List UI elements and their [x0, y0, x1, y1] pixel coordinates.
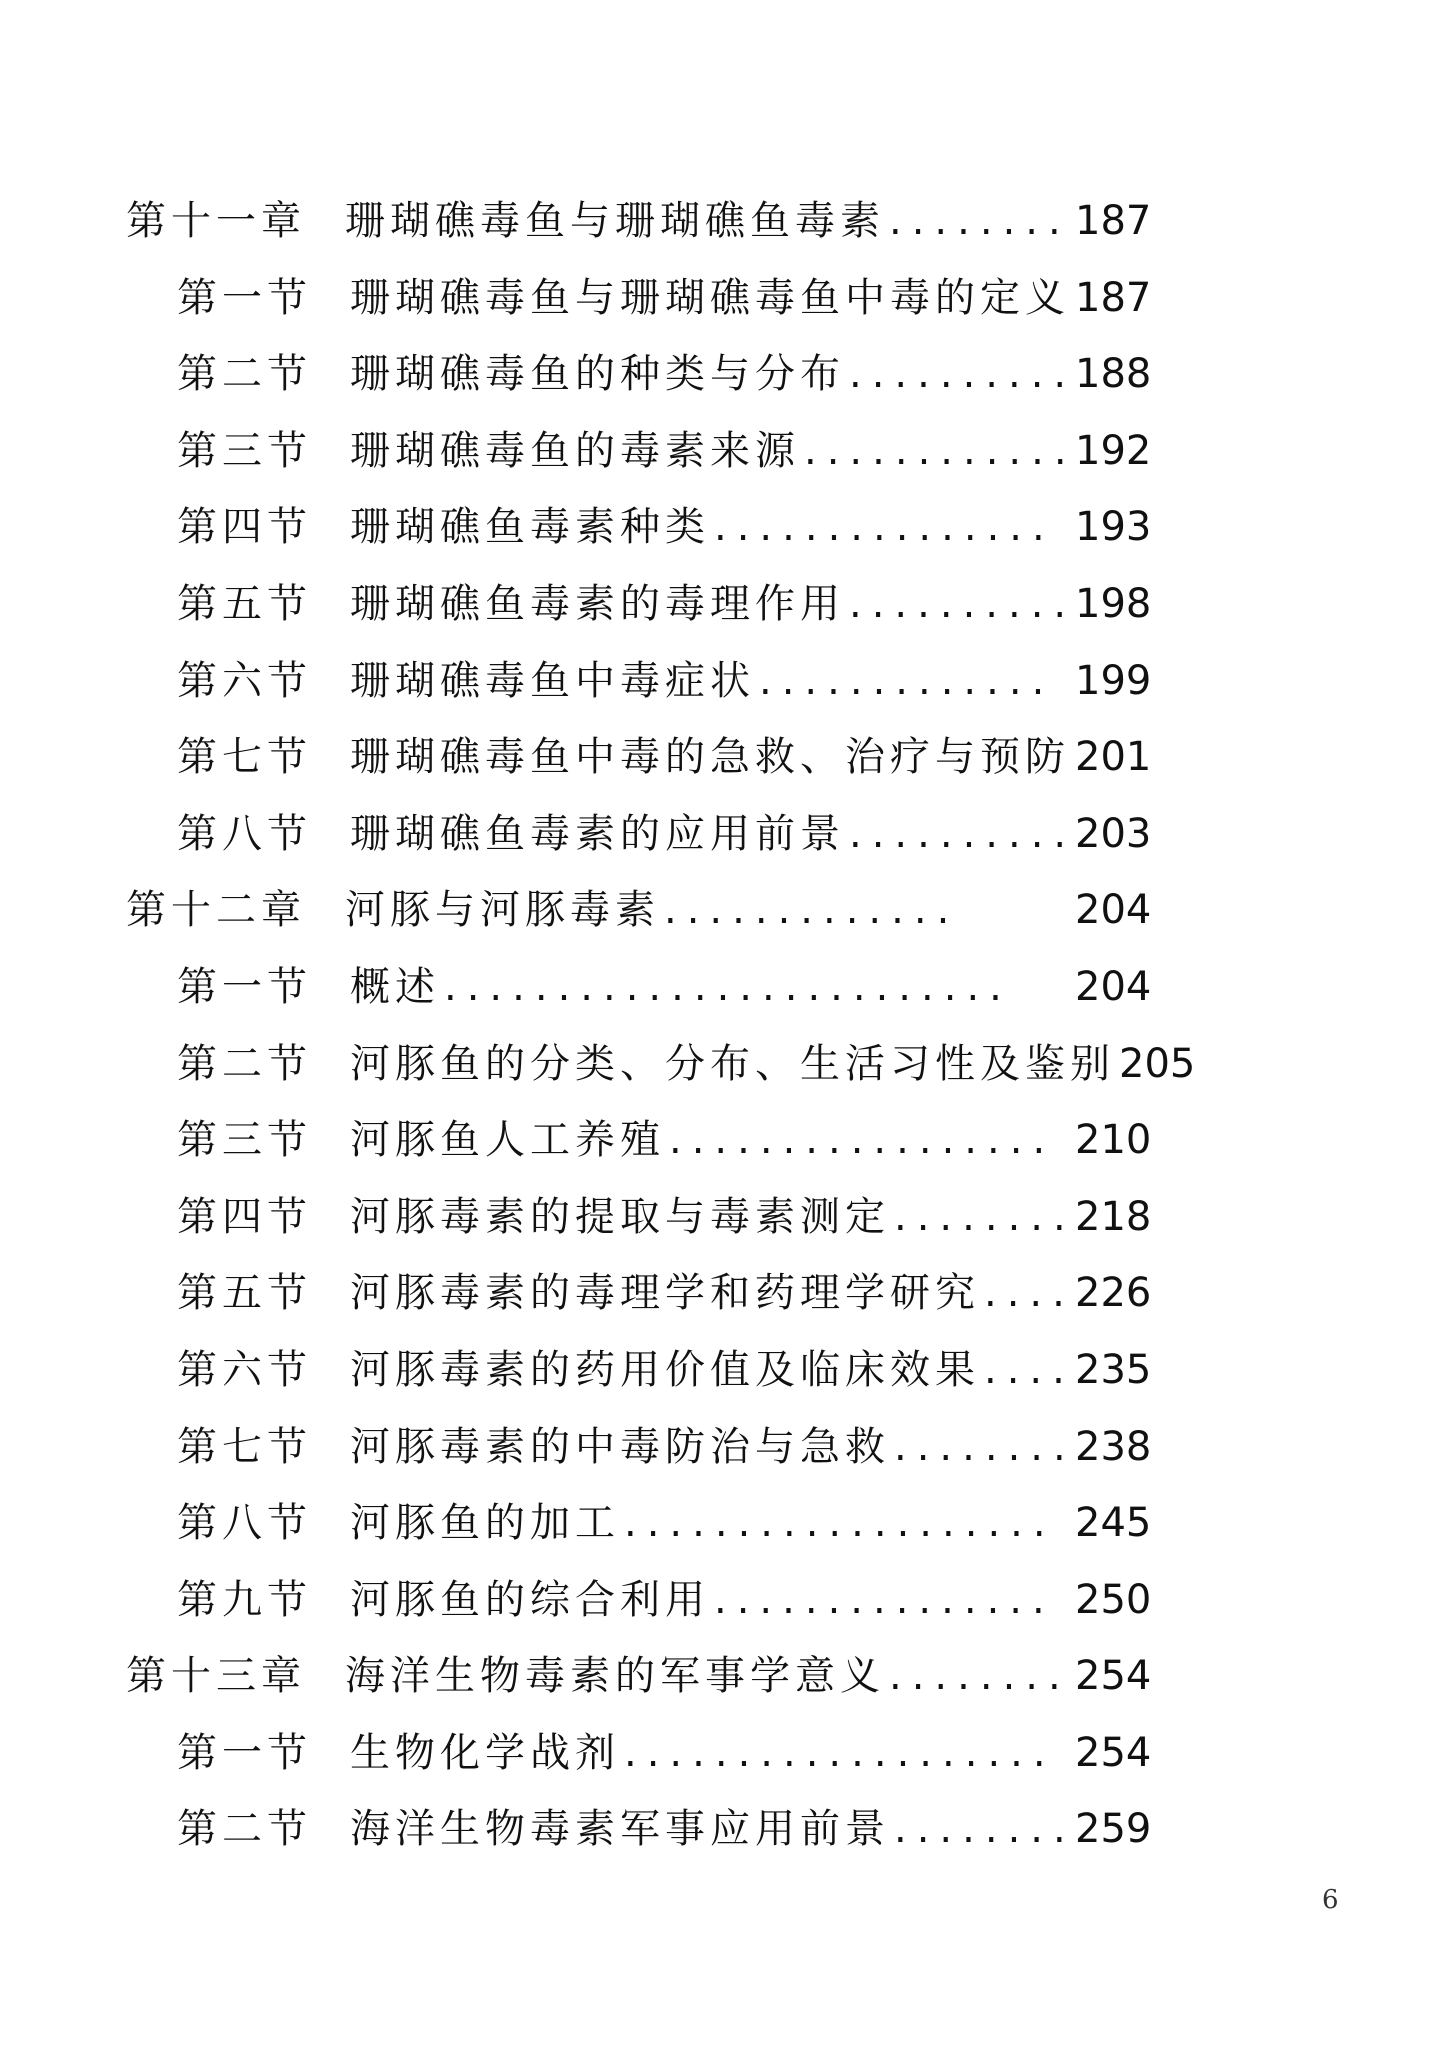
toc-entry-leader-dots: ...................: [624, 1729, 1056, 1776]
toc-section-entry: [0, 1485, 1448, 1562]
toc-section-entry: [0, 260, 1448, 337]
toc-entry-label: 第七节: [177, 734, 312, 781]
toc-chapter-entry: [0, 1638, 1448, 1715]
toc-entry-leader-dots: ........: [889, 198, 1071, 244]
toc-entry-title: 珊瑚礁毒鱼的种类与分布: [350, 351, 845, 398]
toc-entry-title: 珊瑚礁鱼毒素的应用前景: [350, 810, 845, 857]
toc-entry-leader-dots: .............: [759, 657, 1055, 704]
toc-entry-page: 210: [1075, 1117, 1152, 1164]
toc-entry-label: 第八节: [177, 1500, 312, 1547]
toc-entry-leader-dots: ............: [804, 427, 1077, 474]
toc-entry-page: 238: [1075, 1423, 1152, 1470]
toc-entry-title: 珊瑚礁毒鱼中毒症状: [350, 657, 755, 704]
toc-entry-page: 245: [1075, 1500, 1152, 1547]
toc-entry-label: 第二节: [177, 1806, 312, 1853]
toc-entry-title: 珊瑚礁鱼毒素种类: [350, 504, 710, 551]
toc-entry-leader-dots: ........: [894, 1423, 1076, 1470]
toc-entry-label: 第五节: [177, 580, 312, 627]
toc-entry-leader-dots: ...................: [624, 1500, 1056, 1547]
toc-entry-label: 第十三章: [126, 1653, 306, 1700]
toc-entry-page: 254: [1075, 1653, 1152, 1700]
toc-entry-page: 188: [1075, 351, 1152, 398]
toc-entry-label: 第二节: [177, 1040, 312, 1087]
toc-entry-title: 海洋生物毒素军事应用前景: [350, 1806, 890, 1853]
toc-entry-page: 250: [1075, 1576, 1152, 1623]
toc-entry-page: 203: [1075, 810, 1152, 857]
toc-section-entry: [0, 1255, 1448, 1332]
toc-section-entry: [0, 1791, 1448, 1868]
toc-entry-title: 河豚鱼的加工: [350, 1500, 620, 1547]
toc-entry-leader-dots: ....: [984, 1270, 1075, 1317]
toc-entry-title: 河豚毒素的中毒防治与急救: [350, 1423, 890, 1470]
toc-entry-page: 204: [1075, 887, 1152, 934]
toc-entry-title: 河豚与河豚毒素: [345, 887, 660, 934]
toc-entry-page: 201: [1075, 734, 1152, 781]
toc-entry-leader-dots: ........: [894, 1806, 1076, 1853]
toc-entry-leader-dots: ........: [889, 1653, 1071, 1700]
toc-entry-page: 235: [1075, 1346, 1152, 1393]
toc-entry-label: 第六节: [177, 657, 312, 704]
toc-entry-title: 珊瑚礁毒鱼与珊瑚礁鱼毒素: [345, 198, 885, 244]
toc-entry-leader-dots: ...............: [714, 1576, 1055, 1623]
toc-entry-leader-dots: ..........: [849, 351, 1077, 398]
toc-entry-page: 198: [1075, 580, 1152, 627]
toc-entry-label: 第一节: [177, 1729, 312, 1776]
toc-entry-page: 226: [1075, 1270, 1152, 1317]
toc-entry-title: 概述: [350, 963, 440, 1010]
toc-entry-label: 第三节: [177, 427, 312, 474]
toc-section-entry: [0, 719, 1448, 796]
toc-entry-leader-dots: .............: [664, 887, 960, 934]
toc-entry-leader-dots: ..........: [849, 810, 1077, 857]
toc-entry-label: 第一节: [177, 963, 312, 1010]
toc-section-entry: [0, 336, 1448, 413]
toc-entry-leader-dots: ..........: [849, 580, 1077, 627]
toc-entry-label: 第五节: [177, 1270, 312, 1317]
toc-entry-label: 第六节: [177, 1346, 312, 1393]
page-number: 6: [1322, 1885, 1339, 1915]
toc-chapter-entry: [0, 872, 1448, 949]
toc-entry-label: 第十一章: [126, 198, 306, 244]
toc-entry-label: 第二节: [177, 351, 312, 398]
toc-entry-title: 珊瑚礁毒鱼与珊瑚礁毒鱼中毒的定义: [350, 274, 1070, 321]
table-of-contents: [0, 183, 1448, 1868]
toc-chapter-entry: [0, 183, 1448, 260]
toc-entry-label: 第十二章: [126, 887, 306, 934]
toc-entry-label: 第四节: [177, 1193, 312, 1240]
toc-entry-page: 199: [1075, 657, 1152, 704]
toc-entry-page: 205: [1119, 1040, 1196, 1087]
toc-entry-title: 生物化学战剂: [350, 1729, 620, 1776]
toc-section-entry: [0, 796, 1448, 873]
toc-section-entry: [0, 413, 1448, 490]
toc-entry-title: 河豚鱼的综合利用: [350, 1576, 710, 1623]
toc-entry-title: 河豚毒素的药用价值及临床效果: [350, 1346, 980, 1393]
toc-entry-title: 珊瑚礁毒鱼中毒的急救、治疗与预防: [350, 734, 1070, 781]
toc-entry-page: 218: [1075, 1193, 1152, 1240]
toc-entry-title: 河豚鱼人工养殖: [350, 1117, 665, 1164]
toc-entry-page: 187: [1075, 274, 1152, 321]
toc-entry-leader-dots: ...............: [714, 504, 1055, 551]
toc-section-entry: [0, 1562, 1448, 1639]
toc-entry-label: 第八节: [177, 810, 312, 857]
toc-entry-page: 187: [1075, 198, 1152, 244]
toc-entry-page: 259: [1075, 1806, 1152, 1853]
toc-entry-title: 河豚鱼的分类、分布、生活习性及鉴别: [350, 1040, 1115, 1087]
toc-section-entry: [0, 1026, 1448, 1103]
toc-entry-label: 第三节: [177, 1117, 312, 1164]
toc-section-entry: [0, 566, 1448, 643]
toc-entry-label: 第一节: [177, 274, 312, 321]
toc-section-entry: [0, 949, 1448, 1026]
toc-section-entry: [0, 1332, 1448, 1409]
toc-section-entry: [0, 489, 1448, 566]
toc-entry-leader-dots: ....: [984, 1346, 1075, 1393]
toc-entry-leader-dots: ........: [894, 1193, 1076, 1240]
toc-entry-label: 第九节: [177, 1576, 312, 1623]
toc-entry-title: 河豚毒素的提取与毒素测定: [350, 1193, 890, 1240]
toc-section-entry: [0, 1179, 1448, 1256]
toc-entry-title: 珊瑚礁鱼毒素的毒理作用: [350, 580, 845, 627]
toc-entry-page: 254: [1075, 1729, 1152, 1776]
toc-entry-label: 第四节: [177, 504, 312, 551]
toc-entry-title: 河豚毒素的毒理学和药理学研究: [350, 1270, 980, 1317]
toc-entry-leader-dots: .................: [669, 1117, 1056, 1164]
toc-entry-title: 海洋生物毒素的军事学意义: [345, 1653, 885, 1700]
toc-section-entry: [0, 643, 1448, 720]
toc-entry-page: 204: [1075, 963, 1152, 1010]
toc-entry-leader-dots: .........................: [444, 963, 1012, 1010]
toc-section-entry: [0, 1102, 1448, 1179]
toc-entry-page: 193: [1075, 504, 1152, 551]
toc-entry-page: 192: [1075, 427, 1152, 474]
toc-section-entry: [0, 1715, 1448, 1792]
toc-section-entry: [0, 1409, 1448, 1486]
toc-entry-title: 珊瑚礁毒鱼的毒素来源: [350, 427, 800, 474]
toc-entry-label: 第七节: [177, 1423, 312, 1470]
